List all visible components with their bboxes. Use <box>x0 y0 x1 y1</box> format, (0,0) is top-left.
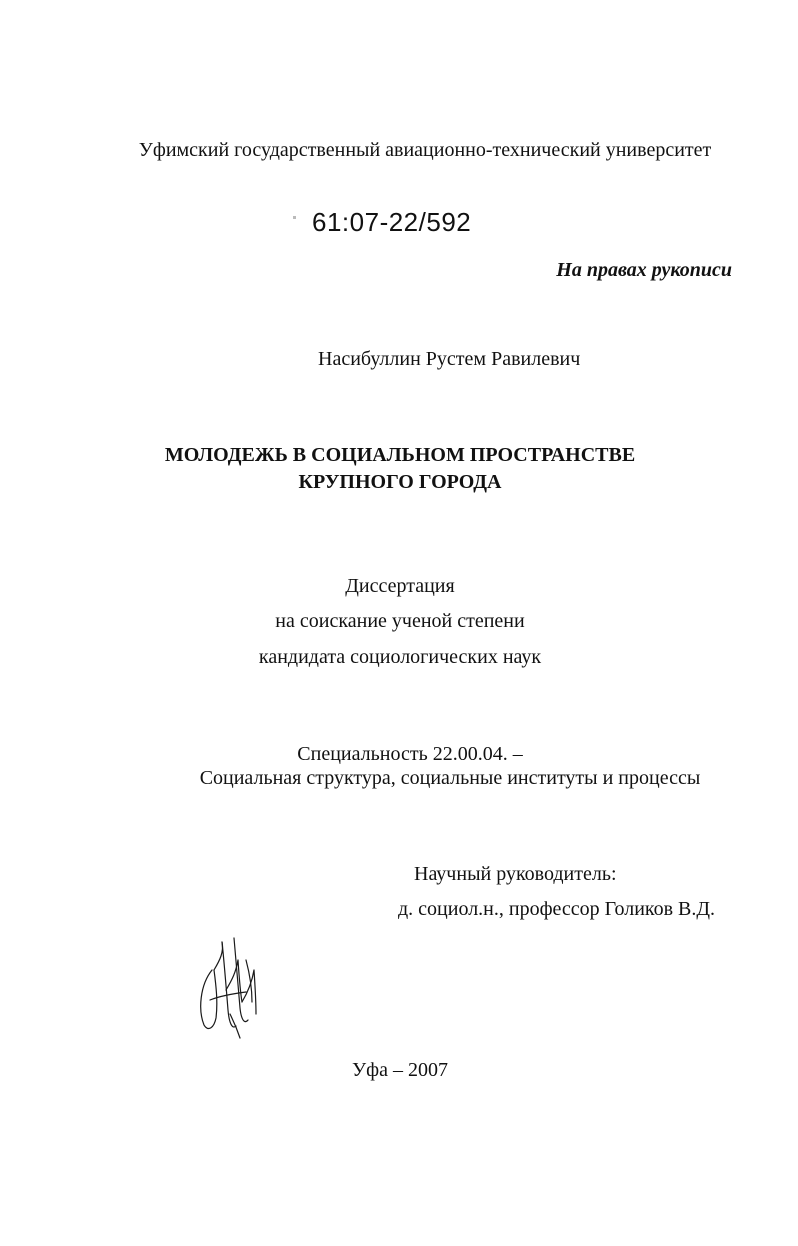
call-number: 61:07-22/592 <box>312 207 472 237</box>
rights-notice: На правах рукописи <box>556 259 732 281</box>
specialty-name: Социальная структура, социальные институты и процессы <box>199 767 701 789</box>
dissertation-label: Диссертация <box>345 575 455 597</box>
handwritten-signature <box>190 930 270 1040</box>
title-line-2: КРУПНОГО ГОРОДА <box>298 471 502 493</box>
university-name: Уфимский государственный авиационно-технический университет <box>138 139 712 161</box>
degree-field-line: кандидата социологических наук <box>258 646 542 668</box>
specialty-code: Специальность 22.00.04. – <box>297 743 523 765</box>
author-name: Насибуллин Рустем Равилевич <box>318 348 581 370</box>
supervisor-name: д. социол.н., профессор Голиков В.Д. <box>398 898 716 920</box>
supervisor-label: Научный руководитель: <box>414 863 617 885</box>
title-line-1: МОЛОДЕЖЬ В СОЦИАЛЬНОМ ПРОСТРАНСТВЕ <box>164 444 636 466</box>
city-year: Уфа – 2007 <box>352 1059 448 1081</box>
degree-line: на соискание ученой степени <box>275 610 525 632</box>
scan-speck <box>293 216 296 219</box>
